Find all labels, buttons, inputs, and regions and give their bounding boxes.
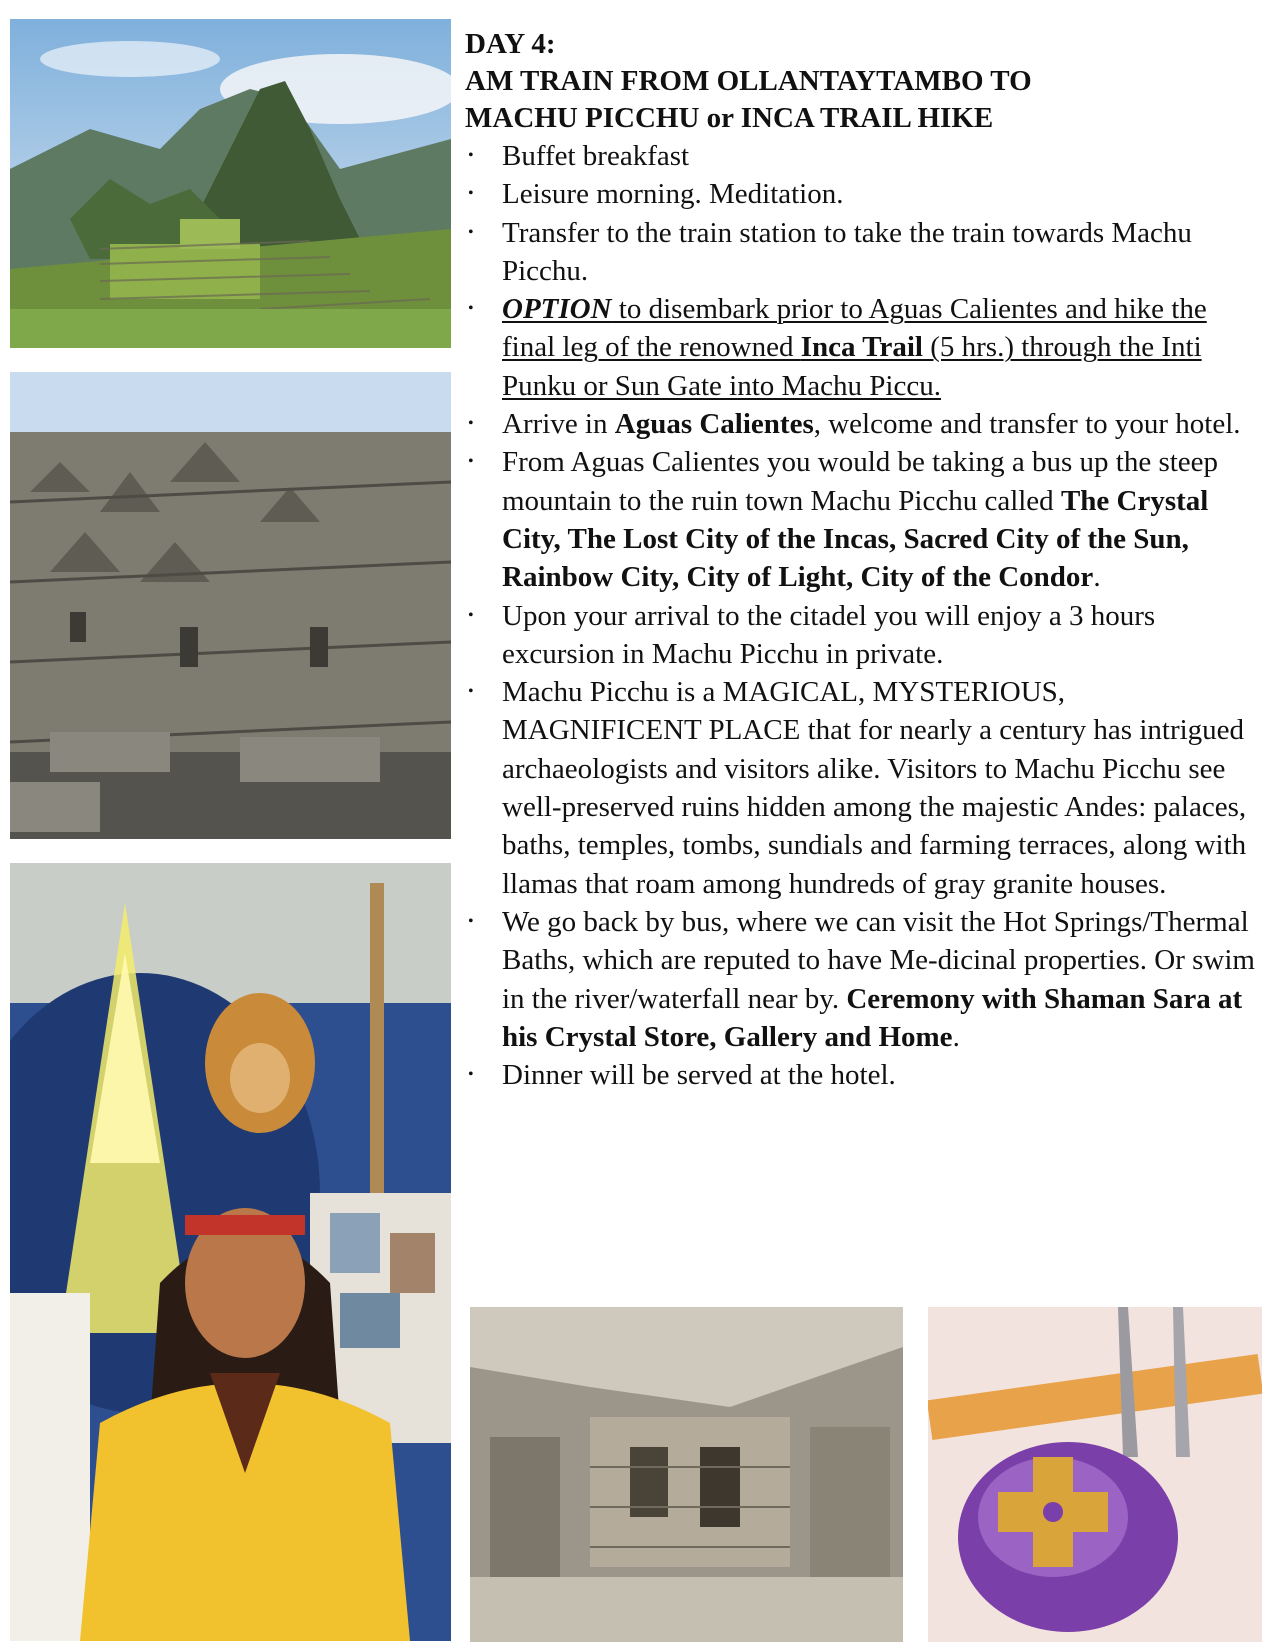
stone-ruins-photo [10,372,451,839]
day-title-line-1: AM TRAIN FROM OLLANTAYTAMBO TO [465,65,1032,97]
bullet-icon: • [468,185,474,203]
day-label: DAY 4: [465,28,556,60]
ceremony-label: Ceremony with Shaman Sara at his Crystal Store, Gallery and Home [502,982,1243,1053]
item-text: Transfer to the train station to take the train towards Machu Picchu. [502,216,1192,287]
item-text: Buffet breakfast [502,140,690,172]
list-item [465,673,1255,903]
itinerary-list [465,137,1255,1094]
item-text: Upon your arrival to the citadel you will enjoy a 3 hours excursion in Machu Picchu in private. [502,599,1156,670]
bullet-icon: • [468,415,474,433]
bullet-icon: • [468,453,474,471]
shaman-sara-portrait-photo [10,863,451,1641]
list-item [465,214,1255,291]
inca-trail-label: Inca Trail [800,331,923,364]
temple-interior-photo [470,1307,903,1642]
list-item [465,175,1255,213]
day-title-line-2: MACHU PICCHU or INCA TRAIL HIKE [465,102,994,134]
list-item [465,443,1255,596]
aguas-calientes-label: Aguas Calientes [614,408,814,441]
bullet-icon: • [468,300,474,318]
list-item [465,1056,1255,1094]
city-names: The Crystal City, The Lost City of the Incas, Sacred City of the Sun, Rainbow City, City of Light, City of the Condor [502,484,1209,594]
option-text: to disembark prior to Aguas Calientes and hike the final leg of the renowned [502,293,1207,364]
bullet-icon: • [468,223,474,241]
list-item [465,405,1255,443]
chakana-amethyst-photo [928,1307,1262,1642]
item-text: We go back by bus, where we can visit the Hot Springs/Thermal Baths, which are reputed to have Me-dicinal properties. Or swim in the river/waterfall near by. [502,905,1255,1015]
list-item-option [465,290,1255,405]
item-text: , welcome and transfer to your hotel. [813,408,1241,441]
bullet-icon: • [468,147,474,164]
item-text: Machu Picchu is a MAGICAL, MYSTERIOUS, MAGNIFICENT PLACE that for nearly a century has intrigued archaeologists and visitors alike. Visitors to Machu Picchu see well-preserved ruins hidden among the majestic Andes: palaces, baths, temples, tombs, sundials and farming terraces, along with llamas that roam among hundreds of gray granite houses. [502,676,1247,900]
bullet-icon: • [468,683,474,701]
itinerary-content [465,26,1255,1094]
list-item [465,597,1255,674]
option-text-end: (5 hrs.) through the Inti Punku or Sun Gate into Machu Piccu. [502,331,1202,402]
list-item [465,137,1255,175]
option-label: OPTION [502,293,612,326]
item-text: . [952,1020,960,1053]
item-text: Arrive in [502,408,615,441]
bullet-icon: • [468,1066,474,1084]
item-text: Dinner will be served at the hotel. [502,1059,896,1092]
item-text: From Aguas Calientes you would be taking a bus up the steep mountain to the ruin town Machu Picchu called [502,446,1219,517]
item-text: Leisure morning. Meditation. [502,178,844,211]
item-text: . [1093,561,1101,594]
list-item [465,903,1255,1056]
bullet-icon: • [468,606,474,624]
bullet-icon: • [468,912,474,930]
machu-picchu-photo [10,19,451,348]
